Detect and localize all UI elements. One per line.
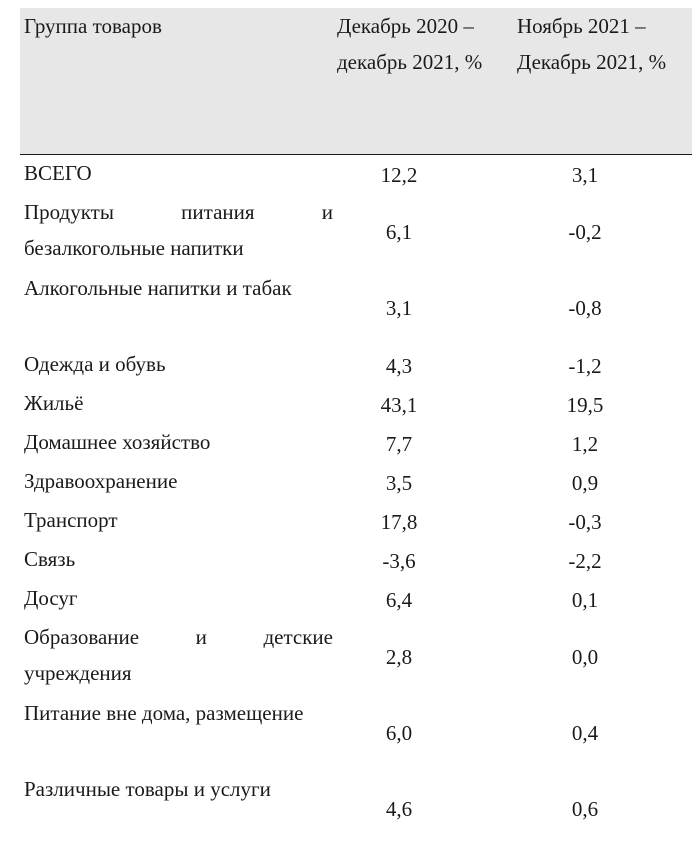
row-name: Связь: [24, 547, 76, 571]
row-dec-value: 6,1: [385, 220, 413, 244]
row-name: Различные товары и услуги: [24, 777, 271, 801]
row-nov-value: 0,9: [571, 470, 599, 495]
row-nov-value: 3,1: [571, 162, 599, 187]
row-name: Домашнее хозяйство: [24, 430, 211, 454]
row-nov-value: 0,6: [571, 797, 599, 821]
row-dec-value: 7,7: [385, 431, 413, 456]
row-name: Алкогольные напитки и табак: [24, 276, 292, 300]
row-dec-value: 3,5: [385, 470, 413, 495]
row-dec-value: 17,8: [380, 509, 418, 534]
table-row: [20, 580, 692, 619]
table-row: [20, 424, 692, 463]
row-dec-value: 12,2: [380, 162, 418, 187]
row-nov-value: -0,2: [568, 220, 602, 244]
row-nov-value: -1,2: [568, 353, 602, 378]
row-nov-value: -0,8: [568, 296, 602, 320]
row-dec-value: 2,8: [385, 645, 413, 669]
row-name: Здравоохранение: [24, 469, 178, 493]
row-name: Транспорт: [24, 508, 118, 532]
row-nov-value: -0,3: [568, 509, 602, 534]
header-dec-period: Декабрь 2020 – декабрь 2021, %: [335, 8, 515, 155]
row-nov-value: 0,4: [571, 721, 599, 745]
table-row: [20, 619, 692, 695]
row-name: ВСЕГО: [24, 161, 92, 185]
row-dec-value: 3,1: [385, 296, 413, 320]
table-row: [20, 771, 692, 847]
row-nov-value: 19,5: [566, 392, 604, 417]
row-dec-value: -3,6: [382, 548, 416, 573]
row-dec-value: 4,3: [385, 353, 413, 378]
row-dec-value: 6,0: [385, 721, 413, 745]
price-change-table: [20, 8, 692, 847]
table-row: [20, 194, 692, 270]
row-dec-value: 4,6: [385, 797, 413, 821]
row-nov-value: 0,1: [571, 587, 599, 612]
table-row: [20, 385, 692, 424]
row-name: Питание вне дома, размещение: [24, 701, 304, 725]
row-name: Продукты питания и безалкогольные напитки: [24, 200, 333, 260]
row-dec-value: 43,1: [380, 392, 418, 417]
header-group: Группа товаров: [20, 8, 335, 155]
row-nov-value: -2,2: [568, 548, 602, 573]
row-nov-value: 1,2: [571, 431, 599, 456]
table-row: [20, 695, 692, 771]
row-name: Одежда и обувь: [24, 352, 166, 376]
table-row: [20, 541, 692, 580]
table-row: [20, 155, 692, 195]
row-nov-value: 0,0: [571, 645, 599, 669]
row-name: Жильё: [24, 391, 84, 415]
header-nov-period: Ноябрь 2021 – Декабрь 2021, %: [515, 8, 692, 155]
row-dec-value: 6,4: [385, 587, 413, 612]
table-row: [20, 502, 692, 541]
table-row: [20, 346, 692, 385]
row-name: Образование и детские учреждения: [24, 625, 333, 685]
table-row: [20, 270, 692, 346]
row-name: Досуг: [24, 586, 78, 610]
table-row: [20, 463, 692, 502]
table-header-row: [20, 8, 692, 155]
